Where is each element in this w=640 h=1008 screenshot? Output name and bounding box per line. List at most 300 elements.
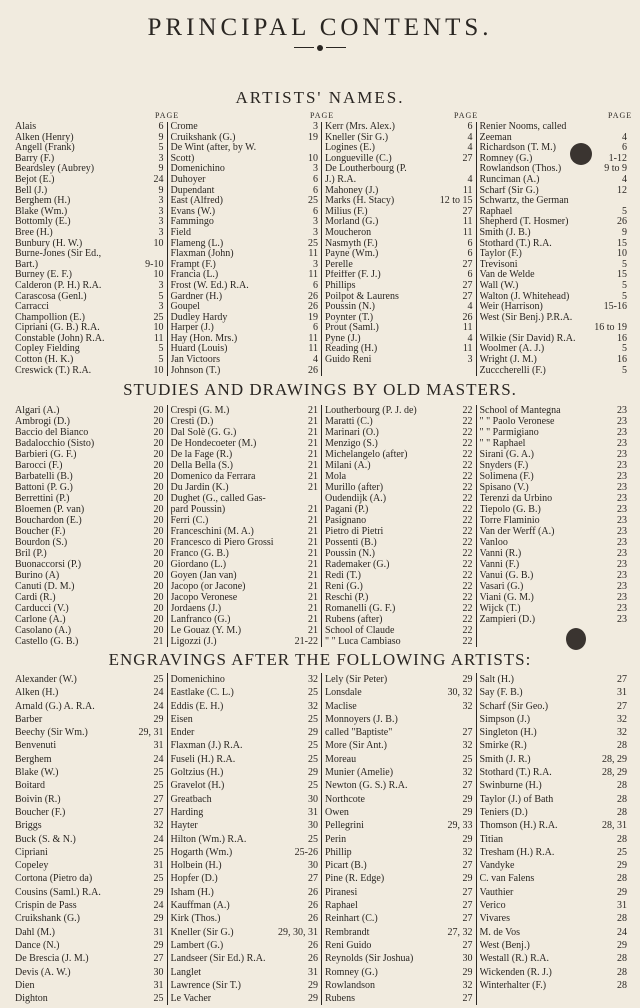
artist-name: Vauthier — [479, 886, 514, 898]
page-number: 26 — [308, 953, 318, 965]
artist-name: Franceschini (M. A.) — [170, 526, 254, 537]
page-number: 25 — [308, 753, 318, 765]
artist-name: Swinburne (H.) — [479, 780, 542, 792]
page-number: 27 — [462, 205, 473, 217]
page-number: 10 — [153, 322, 164, 334]
index-entry — [15, 766, 164, 779]
index-entry — [325, 217, 473, 228]
artist-name: Owen — [325, 806, 349, 818]
index-entry — [480, 143, 628, 154]
page-number: 27 — [462, 258, 473, 270]
artist-name: Crispin de Pass — [15, 900, 77, 912]
page-number: 25 — [462, 753, 473, 765]
index-entry — [171, 313, 319, 324]
artist-name: Pfeiffer (F. J.) — [325, 270, 381, 281]
page-number: 32 — [462, 767, 473, 779]
page-number: 20 — [153, 537, 164, 548]
page-number: 5 — [158, 142, 164, 154]
page-number: 25 — [153, 311, 164, 323]
artist-name: Vanloo — [479, 537, 508, 548]
page-number: 29 — [308, 993, 318, 1005]
index-entry — [325, 416, 473, 427]
page-number: 3 — [158, 301, 164, 313]
artist-name: Vivares — [479, 913, 510, 925]
index-entry — [171, 239, 319, 250]
page-number: 21 — [308, 504, 318, 515]
index-entry — [325, 614, 473, 625]
index-entry — [15, 636, 164, 647]
artist-name: Van der Werff (A.) — [479, 526, 555, 537]
index-entry — [171, 154, 319, 165]
page-number: 23 — [617, 537, 627, 548]
index-entry — [171, 122, 319, 133]
page-number: 30 — [153, 966, 164, 978]
index-entry — [15, 713, 164, 726]
page-number: 27 — [462, 913, 473, 925]
index-entry — [480, 504, 628, 515]
artist-name: Cresti (D.) — [170, 416, 214, 427]
artist-name — [480, 636, 625, 647]
page-number: 27 — [462, 727, 473, 739]
index-entry — [15, 686, 164, 699]
artist-name: Lawrence (Sir T.) — [170, 979, 241, 991]
index-entry — [325, 260, 473, 271]
index-entry — [171, 859, 319, 872]
index-entry — [171, 570, 319, 581]
artist-name: Morland (G.) — [325, 217, 379, 228]
artist-name: Smirke (R.) — [479, 740, 527, 752]
index-entry — [15, 313, 164, 324]
artist-name: Hogarth (Wm.) — [170, 846, 233, 858]
index-entry — [325, 833, 473, 846]
artist-name — [480, 992, 625, 1005]
artist-name: Reni (G.) — [325, 581, 363, 592]
artist-name: Flaxman (J.) R.A. — [170, 740, 243, 752]
page-number: 26 — [308, 886, 318, 898]
page-number: 32 — [153, 820, 164, 832]
page-number: 21 — [308, 427, 318, 438]
artist-name: Cruikshank (G.) — [170, 132, 236, 143]
index-entry — [325, 859, 473, 872]
artist-name: Langlet — [170, 966, 202, 978]
index-entry — [171, 793, 319, 806]
artist-name: Francesco di Piero Grossi — [170, 537, 274, 548]
index-entry — [171, 228, 319, 239]
index-entry — [325, 334, 473, 345]
index-entry — [480, 899, 628, 912]
index-entry — [325, 700, 473, 713]
index-entry — [15, 438, 164, 449]
index-entry — [325, 270, 473, 281]
page-number: 29 — [153, 939, 164, 951]
page-number: 9 — [158, 131, 164, 143]
artist-name: Bart.) — [15, 259, 39, 270]
index-entry — [171, 625, 319, 636]
index-entry — [480, 260, 628, 271]
index-entry — [15, 493, 164, 504]
artist-name: Dupendant — [170, 185, 215, 196]
index-entry — [15, 912, 164, 925]
page-number: 23 — [617, 471, 627, 482]
page-number: 22 — [462, 449, 473, 460]
index-entry — [325, 673, 473, 686]
page-number — [470, 366, 473, 377]
artist-name: C. van Falens — [479, 873, 535, 885]
index-entry — [171, 302, 319, 313]
index-entry — [325, 515, 473, 526]
page-number: 16 — [617, 354, 627, 366]
page-number: 28, 29 — [602, 767, 627, 779]
index-entry — [480, 592, 628, 603]
index-entry — [480, 603, 628, 614]
index-entry — [15, 133, 164, 144]
artist-name: Lanfranco (G.) — [170, 614, 231, 625]
artist-name: Dighton — [15, 993, 48, 1005]
index-entry — [15, 939, 164, 952]
artist-name: Hilton (Wm.) R.A. — [170, 833, 247, 845]
index-entry — [15, 548, 164, 559]
index-entry — [480, 460, 628, 471]
page-number: 19 — [308, 311, 318, 323]
artist-name: Payne (Wm.) — [325, 249, 379, 260]
page-number: 27 — [308, 873, 318, 885]
artist-name: Copley Fielding — [15, 344, 80, 355]
page-number: 23 — [617, 482, 627, 493]
page-number: 23 — [617, 614, 627, 625]
index-entry — [480, 526, 628, 537]
page-number: 31 — [153, 926, 164, 938]
index-entry — [480, 766, 628, 779]
artist-name: J.) R.A. — [325, 174, 357, 185]
index-entry — [15, 471, 164, 482]
page-number: 30 — [308, 820, 318, 832]
index-entry — [325, 766, 473, 779]
index-entry — [15, 416, 164, 427]
artist-name: Terenzi da Urbino — [479, 493, 553, 504]
index-entry — [171, 806, 319, 819]
index-entry — [480, 859, 628, 872]
page-number: 4 — [467, 301, 473, 313]
page-number: 30 — [462, 953, 473, 965]
artist-name: Maclise — [325, 700, 357, 712]
page-number: 19 — [308, 131, 318, 143]
index-entry — [480, 966, 628, 979]
page-number — [315, 493, 318, 504]
page-number: 10 — [153, 364, 164, 376]
page-number: 28, 29 — [602, 753, 627, 765]
page-number: 11 — [462, 322, 473, 334]
page-number: 32 — [462, 740, 473, 752]
artist-name: Buck (S. & N.) — [15, 833, 76, 845]
ink-blot-decoration — [570, 143, 592, 165]
artist-name: More (Sir Ant.) — [325, 740, 387, 752]
artist-name: Johnson (T.) — [170, 365, 221, 376]
page-number: 5 — [158, 354, 164, 366]
page-number: 21 — [308, 603, 318, 614]
index-entry — [325, 686, 473, 699]
artist-name: Burino (A) — [15, 570, 60, 581]
index-entry — [15, 334, 164, 345]
artist-name: Stothard (T.) R.A. — [479, 238, 552, 249]
index-entry — [325, 979, 473, 992]
artist-name: Bloemen (P. van) — [15, 504, 85, 515]
index-entry — [325, 164, 473, 175]
index-entry — [171, 779, 319, 792]
artist-name: Snyders (F.) — [479, 460, 529, 471]
page-number: 25 — [153, 993, 164, 1005]
artist-name: Constable (John) R.A. — [15, 333, 105, 344]
artist-name: Jordaens (J.) — [170, 603, 222, 614]
index-entry — [171, 292, 319, 303]
page-column-header: PAGE — [155, 111, 180, 120]
page-number: 5 — [158, 290, 164, 302]
page-number: 15-16 — [603, 301, 627, 313]
index-entry — [325, 846, 473, 859]
page-number: 6 — [467, 121, 473, 132]
page-number: 25 — [308, 780, 318, 792]
page-number: 21 — [153, 636, 164, 647]
artist-name: Van de Welde — [479, 270, 535, 281]
artist-name: Weir (Harrison) — [479, 302, 543, 313]
artist-name: Berghem — [15, 753, 52, 765]
artist-name: Rademaker (G.) — [325, 559, 390, 570]
artist-name: Le Vacher — [170, 993, 212, 1005]
index-entry — [480, 872, 628, 885]
index-entry — [171, 133, 319, 144]
artist-name: Kirk (Thos.) — [170, 913, 221, 925]
index-entry — [171, 526, 319, 537]
index-entry — [171, 899, 319, 912]
artist-name: Taylor (F.) — [479, 249, 522, 260]
artist-name: Barbieri (G. F.) — [15, 449, 77, 460]
artist-name: Carducci (V.) — [15, 603, 69, 614]
index-entry — [15, 323, 164, 334]
index-entry — [15, 673, 164, 686]
artist-name: Menzigo (S.) — [325, 438, 378, 449]
index-entry — [171, 939, 319, 952]
page-number: 3 — [158, 226, 164, 238]
page-number: 21 — [308, 614, 318, 625]
index-entry — [480, 405, 628, 416]
index-entry — [480, 196, 628, 207]
artist-name: Ligozzi (J.) — [170, 636, 217, 647]
page-number: 28 — [617, 913, 627, 925]
page-number: 22 — [462, 471, 473, 482]
artist-name: Solimena (F.) — [479, 471, 534, 482]
artist-name: Scharf (Sir Geo.) — [479, 700, 549, 712]
index-entry — [15, 859, 164, 872]
artist-name: Walton (J. Whitehead) — [479, 291, 570, 302]
index-entry — [171, 766, 319, 779]
artist-name: Reschi (P.) — [325, 592, 369, 603]
index-column — [321, 122, 476, 376]
page-number: 28 — [617, 953, 627, 965]
artist-name: Redi (T.) — [325, 570, 361, 581]
artist-name: De Brescia (J. M.) — [15, 953, 89, 965]
artist-name: Blake (Wm.) — [15, 206, 68, 217]
page-number: 3 — [467, 354, 473, 366]
artist-name: Raphael — [325, 900, 358, 912]
page-number: 5 — [622, 343, 627, 355]
artist-name: Dance (N.) — [15, 939, 60, 951]
page-number: 25 — [308, 237, 318, 249]
index-entry — [325, 625, 473, 636]
index-entry — [171, 952, 319, 965]
artist-name: Canuti (D. M.) — [15, 581, 75, 592]
index-column — [476, 405, 631, 647]
index-entry — [15, 482, 164, 493]
artist-name: Prout (Saml.) — [325, 323, 379, 334]
index-entry — [171, 249, 319, 260]
index-entry — [480, 992, 628, 1005]
page-number: 3 — [313, 121, 318, 132]
index-column — [167, 122, 322, 376]
artist-name — [480, 625, 625, 636]
page-number: 28 — [617, 740, 627, 752]
index-entry — [171, 186, 319, 197]
index-entry — [15, 217, 164, 228]
artist-name: Champollion (E.) — [15, 312, 85, 323]
page-number: 9 — [158, 184, 164, 196]
artist-name: Rubens — [325, 993, 355, 1005]
artist-name: Badalocchio (Sisto) — [15, 438, 95, 449]
artist-name: Zeeman — [479, 132, 512, 143]
index-entry — [480, 819, 628, 832]
artist-name: Castello (G. B.) — [15, 636, 79, 647]
page-number: 23 — [617, 603, 627, 614]
artist-name: Monnoyers (J. B.) — [325, 713, 398, 725]
index-entry — [325, 482, 473, 493]
artist-name: Phillip — [325, 846, 352, 858]
index-entry — [15, 726, 164, 739]
index-entry — [480, 686, 628, 699]
index-entry — [480, 493, 628, 504]
page-number: 3 — [158, 279, 164, 291]
page-number: 22 — [462, 614, 473, 625]
artist-name: Phillips — [325, 280, 356, 291]
index-entry — [480, 833, 628, 846]
page-number — [624, 636, 627, 647]
page-number: 3 — [158, 195, 164, 207]
artist-name: Mahoney (J.) — [325, 185, 379, 196]
index-column — [12, 673, 167, 1005]
index-entry — [15, 819, 164, 832]
index-entry — [171, 270, 319, 281]
index-entry — [480, 302, 628, 313]
page-number: 29 — [462, 833, 473, 845]
index-entry — [325, 366, 473, 377]
index-entry — [325, 713, 473, 726]
page-number: 21 — [308, 449, 318, 460]
page-number: 27 — [462, 780, 473, 792]
index-entry — [480, 700, 628, 713]
index-entry — [480, 559, 628, 570]
page-number: 28, 31 — [602, 820, 627, 832]
artist-name: Dahl (M.) — [15, 926, 55, 938]
page-number: 10 — [308, 152, 318, 164]
page-number — [470, 713, 473, 726]
artist-name: Rubens (after) — [325, 614, 383, 625]
index-entry — [15, 793, 164, 806]
index-entry — [15, 196, 164, 207]
artist-name: Oudendijk (A.) — [325, 493, 387, 504]
artists-index — [12, 122, 630, 376]
index-entry — [325, 449, 473, 460]
page-number: 15 — [617, 237, 627, 249]
artist-name: Longueville (C.) — [325, 153, 392, 164]
artist-name: Newton (G. S.) R.A. — [325, 780, 408, 792]
artist-name: Tiepolo (G. B.) — [479, 504, 541, 515]
index-entry — [171, 416, 319, 427]
page-number: 26 — [308, 364, 318, 376]
index-entry — [325, 249, 473, 260]
index-entry — [171, 175, 319, 186]
artist-name: Barber — [15, 713, 43, 725]
artist-name: Hay (Hon. Mrs.) — [170, 333, 238, 344]
index-entry — [480, 570, 628, 581]
artist-name: De Wint (after, by W. — [170, 143, 257, 154]
artist-name: Landseer (Sir Ed.) R.A. — [170, 953, 266, 965]
artist-name: Greatbach — [170, 793, 212, 805]
page-number: 27 — [462, 860, 473, 872]
artist-name: Boitard — [15, 780, 45, 792]
index-entry — [480, 793, 628, 806]
page-number: 4 — [467, 332, 473, 344]
artist-name: School of Claude — [325, 625, 395, 636]
index-entry — [171, 686, 319, 699]
index-entry — [480, 537, 628, 548]
artist-name: Field — [170, 227, 192, 238]
artist-name: Bunbury (H. W.) — [15, 238, 83, 249]
artist-name: Stothard (T.) R.A. — [479, 767, 552, 779]
index-entry — [171, 912, 319, 925]
page-number: 27 — [462, 993, 473, 1005]
artist-name: Renier Nooms, called — [479, 122, 567, 132]
index-entry — [171, 614, 319, 625]
artist-name: Zucccherelli (F.) — [479, 365, 546, 376]
index-entry — [480, 939, 628, 952]
artist-name: Cipriani (G. B.) R.A. — [15, 323, 100, 334]
artist-name: Hayter — [170, 820, 198, 832]
index-entry — [325, 739, 473, 752]
page-number: 23 — [617, 438, 627, 449]
artist-name: Goltzius (H.) — [170, 767, 224, 779]
page-number: 29 — [153, 886, 164, 898]
index-entry — [171, 482, 319, 493]
page-number: 29 — [462, 806, 473, 818]
artist-name: Boucher (F.) — [15, 806, 66, 818]
artist-name: Kerr (Mrs. Alex.) — [325, 122, 395, 132]
artist-name: Reynolds (Sir Joshua) — [325, 953, 414, 965]
index-entry — [15, 886, 164, 899]
artist-name: Romney (G.) — [325, 966, 378, 978]
page-number: 5 — [622, 279, 627, 291]
index-entry — [171, 164, 319, 175]
artist-name: Della Bella (S.) — [170, 460, 233, 471]
artist-name: Giordano (L.) — [170, 559, 227, 570]
artist-name: Vanni (F.) — [479, 559, 520, 570]
artist-name: Wickenden (R. J.) — [479, 966, 552, 978]
index-entry — [15, 979, 164, 992]
index-entry — [480, 355, 628, 366]
page-number: 20 — [153, 559, 164, 570]
page-number: 5 — [622, 258, 627, 270]
page-number: 21-22 — [294, 636, 318, 647]
page-number: 32 — [617, 713, 627, 725]
page-number: 23 — [617, 526, 627, 537]
index-entry — [480, 581, 628, 592]
index-entry — [171, 334, 319, 345]
